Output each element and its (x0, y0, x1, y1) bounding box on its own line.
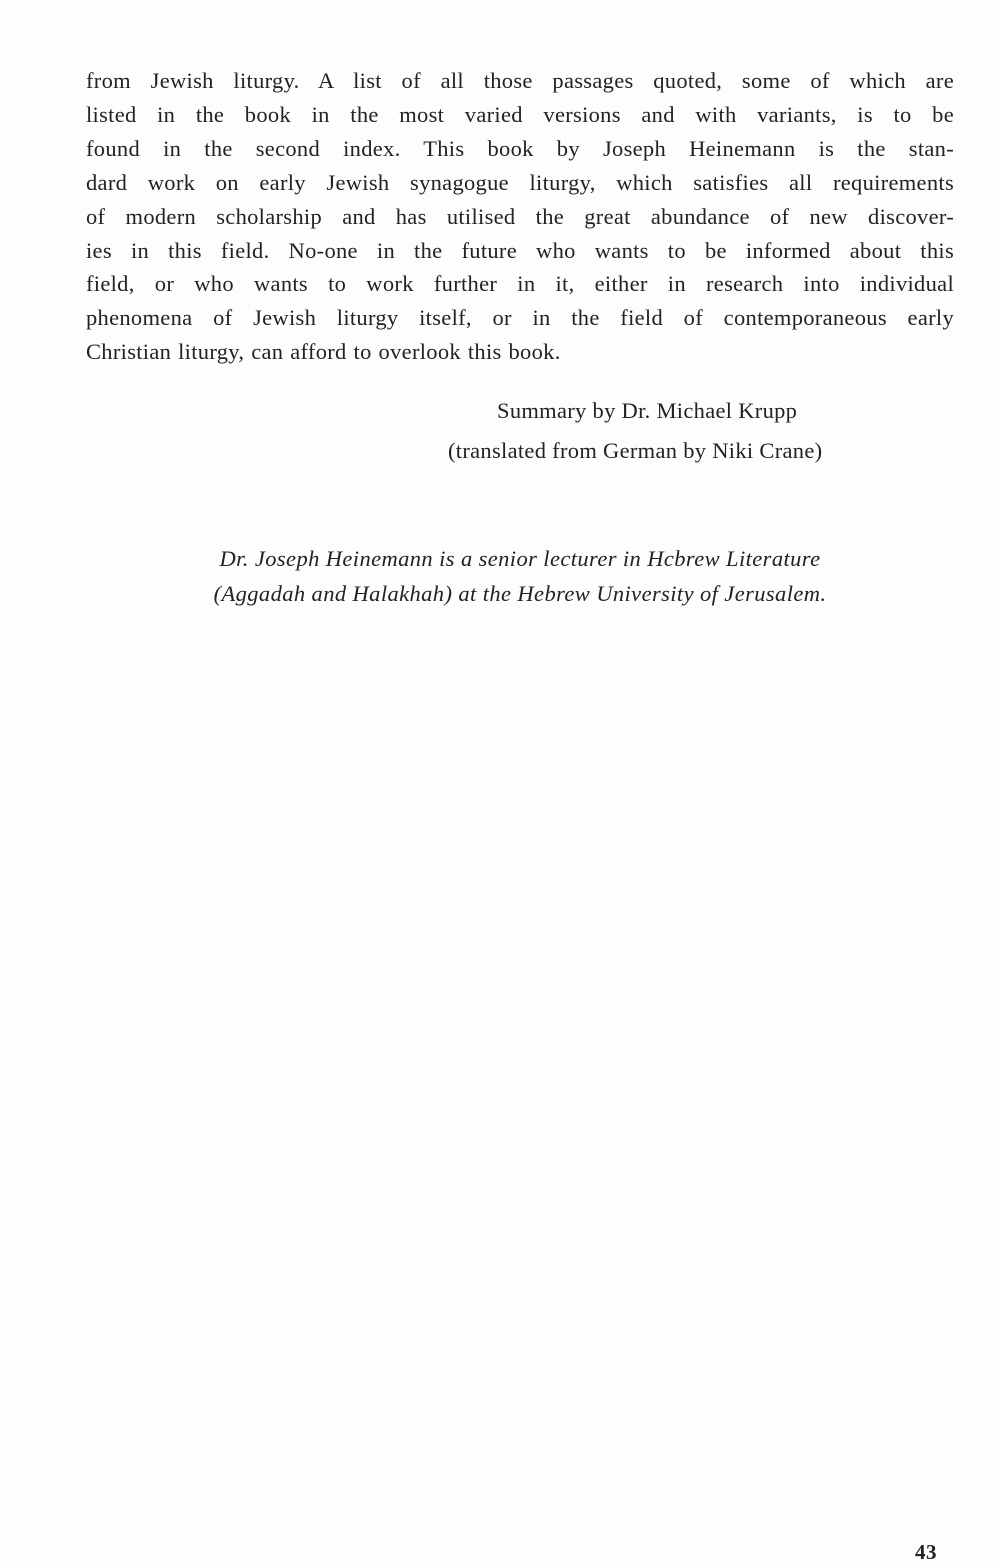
bio-line: (Aggadah and Halakhah) at the Hebrew University of Jerusalem. (213, 581, 827, 606)
page-number: 43 (915, 1540, 937, 1564)
bio-line: Dr. Joseph Heinemann is a senior lecturer in Hcbrew Literature (219, 546, 821, 571)
paragraph-line: dard work on early Jewish synagogue liturgy, which satisfies all requirements (86, 169, 954, 195)
paragraph-line: field, or who wants to work further in it, either in research into individual (86, 271, 954, 297)
paragraph-line: listed in the book in the most varied versions and with variants, is to be (86, 101, 954, 127)
paragraph-line: of modern scholarship and has utilised the great abundance of new discover- (86, 203, 954, 229)
paragraph-line: phenomena of Jewish liturgy itself, or in the field of contemporaneous early (86, 305, 954, 331)
paragraph-line: found in the second index. This book by Joseph Heinemann is the stan- (86, 135, 954, 161)
paragraph-line: ies in this field. No-one in the future who wants to be informed about this (86, 237, 954, 263)
paragraph-line: Christian liturgy, can afford to overlook this book. (86, 339, 561, 365)
main-paragraph (86, 64, 954, 369)
author-bio-note (140, 541, 900, 611)
paragraph-line: from Jewish liturgy. A list of all those passages quoted, some of which are (86, 68, 954, 93)
summary-attribution: Summary by Dr. Michael Krupp (497, 398, 798, 423)
translation-credit: (translated from German by Niki Crane) (448, 438, 823, 463)
